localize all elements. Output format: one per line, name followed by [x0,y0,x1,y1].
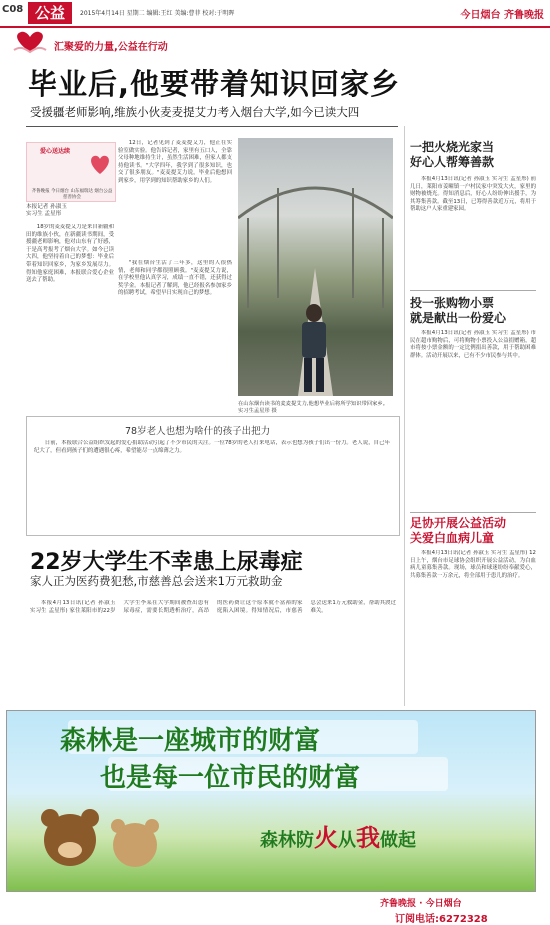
photo-scene [238,138,393,396]
bear-cartoon-icon [20,790,180,885]
lead-column-2: 12日，记者见到了麦麦提艾力，他正在实验室做实验。他告诉记者，家里有五口人，全靠父母种地维持生计，虽然生活困难，但家人都支持他读书。"大学四年，我学到了很多知识，也交了很多朋友。"麦麦提艾力说，毕业后他想回到家乡，用学到的知识帮助家乡的人们。 [118,140,232,184]
ad-line-2: 也是每一位市民的财富 [100,763,361,793]
side-story-3-text: 本报4月13日讯(记者 孙淑玉 实习生 孟星彤) 12日上午，烟台市足球协会组织开展公益活动，为白血病儿童募集善款。现场，球员和球迷纷纷奉献爱心，共募集善款一万余元，将全部用于患儿的治疗。 [410,550,536,579]
campaign-logo-sub: 齐鲁晚报 今日烟台 山东福瑞达 烟台公益慈善协会 [31,189,113,200]
section-title: 公益 [28,2,72,24]
lead-subhead: 受援疆老师影响,维族小伙麦麦提艾力考入烟台大学,如今已读大四 [30,105,360,119]
student-photo [238,138,393,396]
column-rule [404,126,405,706]
second-headline: 22岁大学生不幸患上尿毒症 [30,550,303,575]
side-story-2-text: 本报4月13日讯(记者 孙淑玉 实习生 孟星彤) 市民在超市购物后，可将购物小票投入公益捐赠箱，超市将按小票金额的一定比例捐出善款，用于帮助困难群体。活动开展以来，已有不少市民参与其中。 [410,330,536,359]
divider [410,512,536,513]
side-story-2-title: 投一张购物小票 就是献出一份爱心 [410,296,507,325]
divider [410,290,536,291]
footer-phone: 订阅电话:6272328 [395,914,488,925]
date-line: 2015年4月14日 星期二 编辑:王红 美编:曹菲 校对:于明晖 [80,10,235,17]
footer-logo: 齐鲁晚报 · 今日烟台 [380,899,462,909]
slogan: 汇聚爱的力量,公益在行动 [54,42,168,53]
lead-headline: 毕业后,他要带着知识回家乡 [28,67,401,101]
second-text: 本报4月13日讯(记者 孙淑玉 实习生 孟星彤) 家住莱阳市的22岁大学生李某在大学期间被查出患有尿毒症，需要长期透析治疗，高昂的医药费让这个原本就不富裕的家庭陷入困境。得知情况后，市慈善总会送来1万元救助金，帮助其渡过难关。 [30,600,396,614]
newspaper-brand: 今日烟台 齐鲁晚报 [460,10,544,21]
ad-line-1: 森林是一座城市的财富 [60,726,321,756]
side-story-1-text: 本报4月13日讯(记者 孙淑玉 实习生 孟星彤) 前几日，莱阳市姜疃镇一户村民家中突发大火，家里的财物被烧光。得知消息后，好心人纷纷伸出援手，为其筹集善款。截至13日，已筹得善款近万元，将用于帮助这户人家重建家园。 [410,176,536,213]
campaign-logo-title: 爱心送达续 [40,148,71,155]
second-subhead: 家人正为医药费犯愁,市慈善总会送来1万元救助金 [30,574,283,588]
divider [26,126,398,127]
lead-column-1: 18岁的麦麦提艾力是来自新疆和田的维族小伙，在新疆读书期间，受援疆老师影响，他对山东有了好感，于是高考报考了烟台大学。如今已读大四，他坚持着自己的梦想：毕业后带着知识回家乡，为家乡发展尽力。得知他家庭困难，本报联合爱心企业送去了帮助。 [26,224,114,284]
lead-byline: 本报记者 孙淑玉 实习生 孟星彤 [26,204,67,217]
side-story-3-title: 足协开展公益活动 关爱白血病儿童 [410,516,507,545]
photo-caption: 在山东烟台读书的麦麦提艾力,他想毕业后将所学知识带回家乡。 实习生孟星彤 摄 [238,401,388,414]
old-man-box-title: 78岁老人也想为啥什的孩子出把力 [125,426,271,437]
heart-hands-icon [10,28,50,56]
page-number: C08 [2,4,24,15]
side-story-1-title: 一把火烧光家当 好心人帮筹善款 [410,140,495,169]
ad-fire-slogan: 森林防火从我做起 [260,824,416,852]
lead-column-3: "我在烟台生活了三年多，这里的人很热情，老师和同学都很照顾我。"麦麦提艾力说，在学校里他认真学习，成绩一直不错，还获得过奖学金。本报记者了解到，他已经报名参加家乡的招聘考试，希望早日实现自己的梦想。 [118,260,232,297]
heart-icon [88,148,112,178]
old-man-box-text: 日前，本报联合公益组织发起的爱心捐助活动引起了不少市民的关注。一位78岁的老人打来电话，表示也想为孩子们出一份力。老人说，自己年纪大了，但看到孩子们的遭遇很心疼，希望能尽一点绵薄之力。 [34,440,390,454]
